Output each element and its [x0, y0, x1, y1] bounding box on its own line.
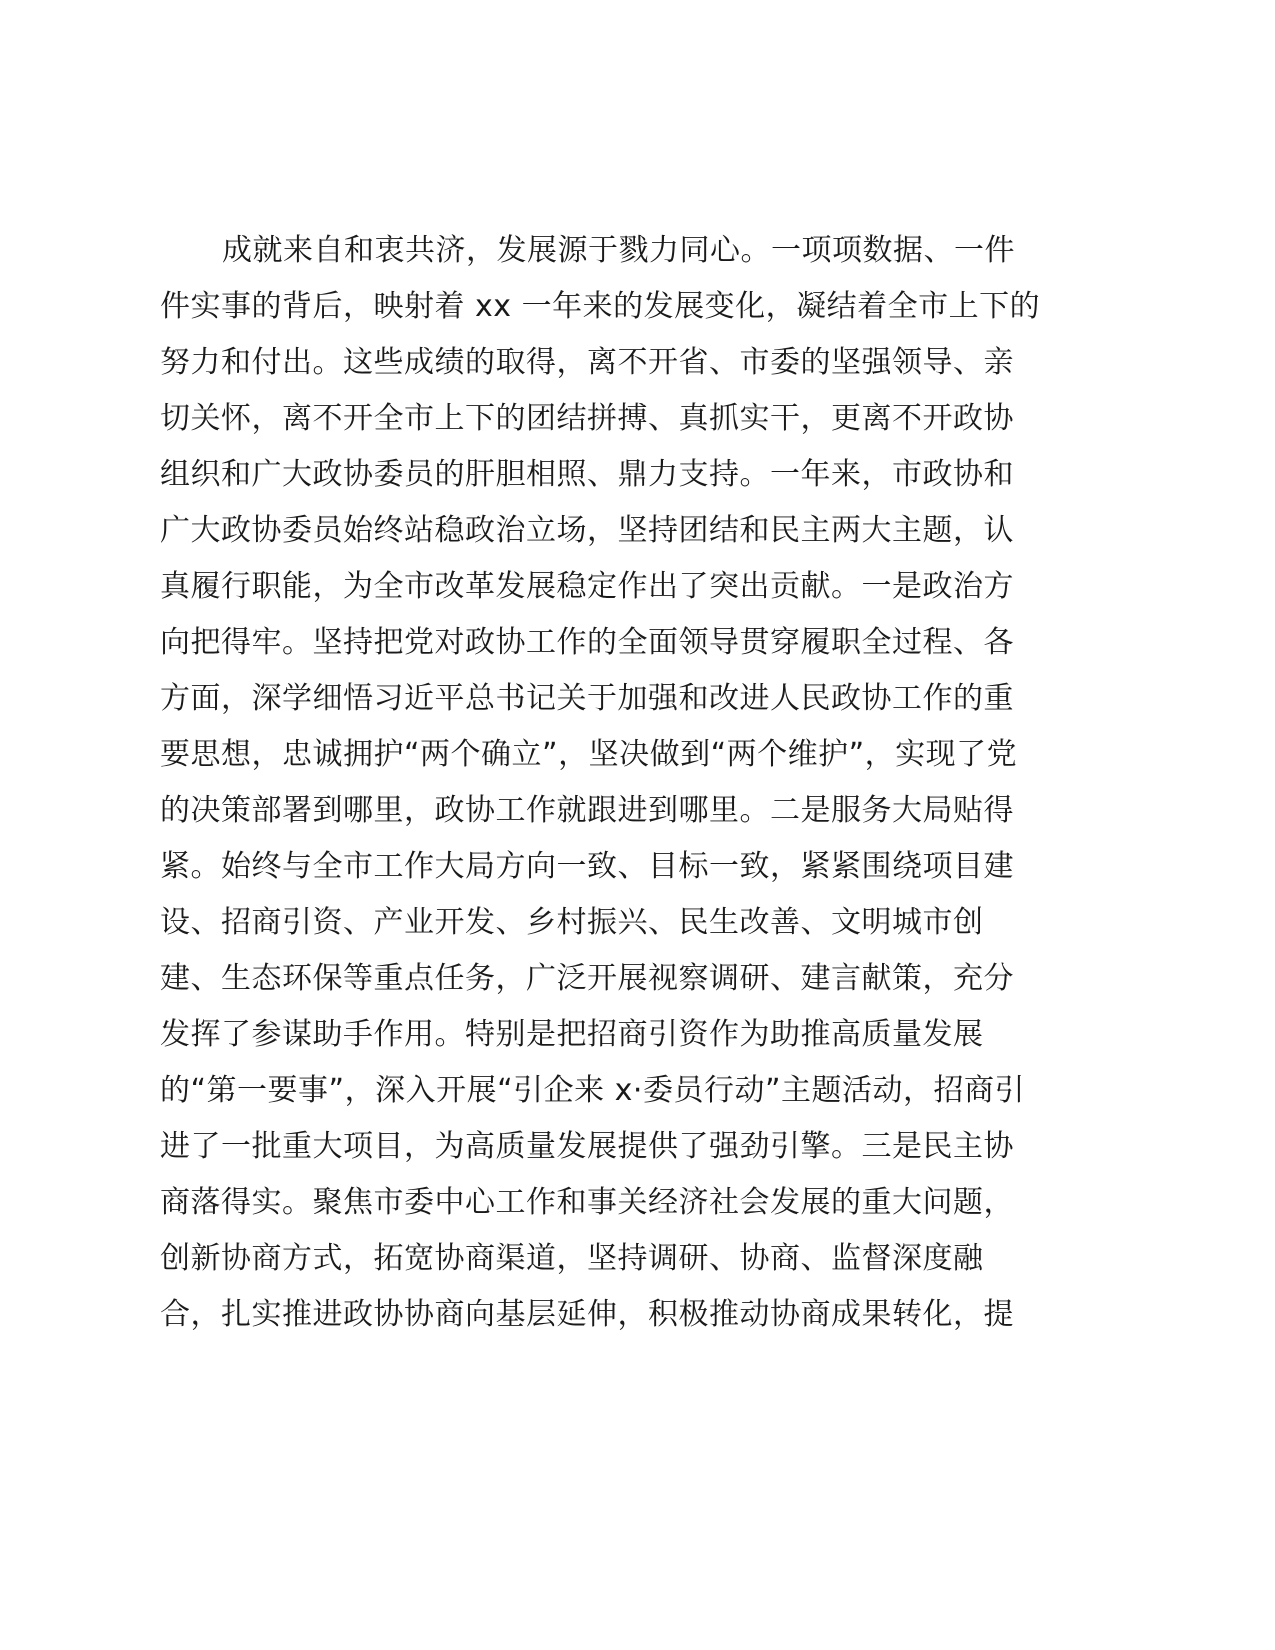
paragraph-line: 成就来自和衷共济，发展源于戮力同心。一项项数据、一件: [222, 233, 1015, 268]
paragraph-line: 努力和付出。这些成绩的取得，离不开省、市委的坚强领导、亲: [160, 345, 1014, 380]
paragraph-line: 进了一批重大项目，为高质量发展提供了强劲引擎。三是民主协: [160, 1129, 1014, 1164]
paragraph-line: 件实事的背后，映射着 xx 一年来的发展变化，凝结着全市上下的: [160, 289, 1041, 324]
paragraph-line: 组织和广大政协委员的肝胆相照、鼎力支持。一年来，市政协和: [160, 457, 1014, 492]
paragraph-line: 创新协商方式，拓宽协商渠道，坚持调研、协商、监督深度融: [160, 1241, 984, 1276]
paragraph-line: 广大政协委员始终站稳政治立场，坚持团结和民主两大主题，认: [160, 513, 1014, 548]
paragraph-line: 的“第一要事”，深入开展“引企来 x·委员行动”主题活动，招商引: [160, 1073, 1025, 1108]
paragraph-line: 切关怀，离不开全市上下的团结拼搏、真抓实干，更离不开政协: [160, 401, 1014, 436]
paragraph-line: 紧。始终与全市工作大局方向一致、目标一致，紧紧围绕项目建: [160, 849, 1014, 884]
paragraph-line: 商落得实。聚焦市委中心工作和事关经济社会发展的重大问题，: [160, 1185, 1014, 1220]
paragraph-line: 真履行职能，为全市改革发展稳定作出了突出贡献。一是政治方: [160, 569, 1014, 604]
paragraph-line: 建、生态环保等重点任务，广泛开展视察调研、建言献策，充分: [160, 961, 1014, 996]
paragraph-line: 的决策部署到哪里，政协工作就跟进到哪里。二是服务大局贴得: [160, 793, 1014, 828]
paragraph-line: 发挥了参谋助手作用。特别是把招商引资作为助推高质量发展: [160, 1017, 984, 1052]
paragraph-line: 合，扎实推进政协协商向基层延伸，积极推动协商成果转化，提: [160, 1297, 1014, 1332]
body-paragraph: [160, 223, 1080, 1343]
paragraph-line: 设、招商引资、产业开发、乡村振兴、民生改善、文明城市创: [160, 905, 984, 940]
paragraph-line: 要思想，忠诚拥护“两个确立”，坚决做到“两个维护”，实现了党: [160, 737, 1018, 772]
paragraph-line: 方面，深学细悟习近平总书记关于加强和改进人民政协工作的重: [160, 681, 1014, 716]
paragraph-line: 向把得牢。坚持把党对政协工作的全面领导贯穿履职全过程、各: [160, 625, 1014, 660]
